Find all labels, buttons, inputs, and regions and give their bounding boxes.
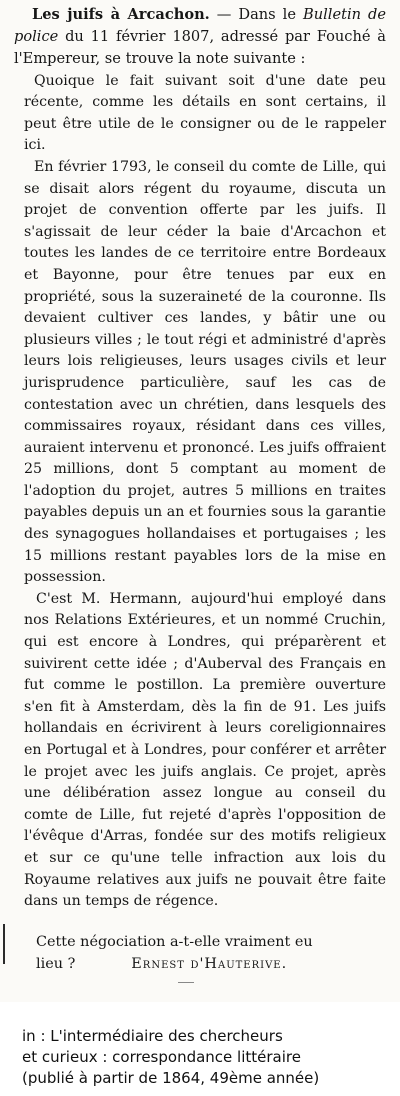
margin-rule [3, 924, 5, 964]
source-caption [22, 1026, 394, 1089]
source-line-3: (publié à partir de 1864, 49ème année) [22, 1069, 320, 1087]
bulletin-title: Bulletin de police [14, 6, 386, 46]
closing-line-1: Cette négociation a-t-elle vraiment eu [36, 933, 313, 950]
article-body [14, 4, 386, 975]
closing-question [14, 931, 386, 975]
end-divider [178, 982, 194, 983]
intro-dash: — Dans le [209, 6, 303, 23]
intro-text: du 11 février 1807, adressé par Fouché à l'Empereur, se trouve la note suivante : [14, 28, 386, 68]
article-intro [14, 4, 386, 71]
quote-paragraph-2: En février 1793, le conseil du comte de Lille, qui se disait alors régent du royaume, discuta un projet de convention offerte par les juifs. Il s'agissait de leur céder la baie d'Arcachon et toutes les landes de ce territoire entre Bordeaux et Bayonne, pour être tenues par eux en propriété, sous la suzeraineté de la couronne. Ils devaient cultiver ces landes, y bâtir une ou plusieurs villes ; le tout régi et administré d'après leurs lois religieuses, leurs usages civils et leur jurisprudence particulière, sauf les cas de contestation avec un chrétien, dans lesquels des commissaires royaux, résidant dans ces villes, auraient intervenu et prononcé. Les juifs offraient 25 millions, dont 5 comptant au moment de l'adoption du projet, autres 5 millions en traites payables depuis un an et fournies sous la garantie des synagogues hollandaises et portugaises ; les 15 millions restant payables lors de la mise en possession. [24, 158, 386, 586]
source-line-2: et curieux : correspondance littéraire [22, 1048, 301, 1066]
author-signature: Ernest d'Hauterive. [131, 955, 288, 972]
article-headline: Les juifs à Arcachon. [32, 6, 210, 23]
quote-paragraph-1: Quoique le fait suivant soit d'une date peu récente, comme les détails en sont certains, il peut être utile de le consigner ou de le rappeler ici. [24, 72, 386, 154]
closing-line-2 [36, 953, 386, 975]
closing-line-2-text: lieu ? [36, 955, 76, 972]
source-line-1: in : L'intermédiaire des chercheurs [22, 1027, 283, 1045]
article-paragraph-3: C'est M. Hermann, aujourd'hui employé dans nos Relations Extérieures, et un nommé Cruchin, qui est encore à Londres, qui préparèrent et suivirent cette idée ; d'Auberval des Français en fut comme le postillon. La première ouverture s'en fit à Amsterdam, dès la fin de 91. Les juifs hollandais en écrivirent à leurs coreligionnaires en Portugal et à Londres, pour conférer et arrêter le projet avec les juifs anglais. Ce projet, après une délibération assez longue au conseil du comte de Lille, fut rejeté d'après l'opposition de l'évêque d'Arras, fondée sur des motifs religieux et sur ce qu'une telle infraction aux lois du Royaume relatives aux juifs ne pouvait être faite dans un temps de régence. [24, 590, 386, 910]
